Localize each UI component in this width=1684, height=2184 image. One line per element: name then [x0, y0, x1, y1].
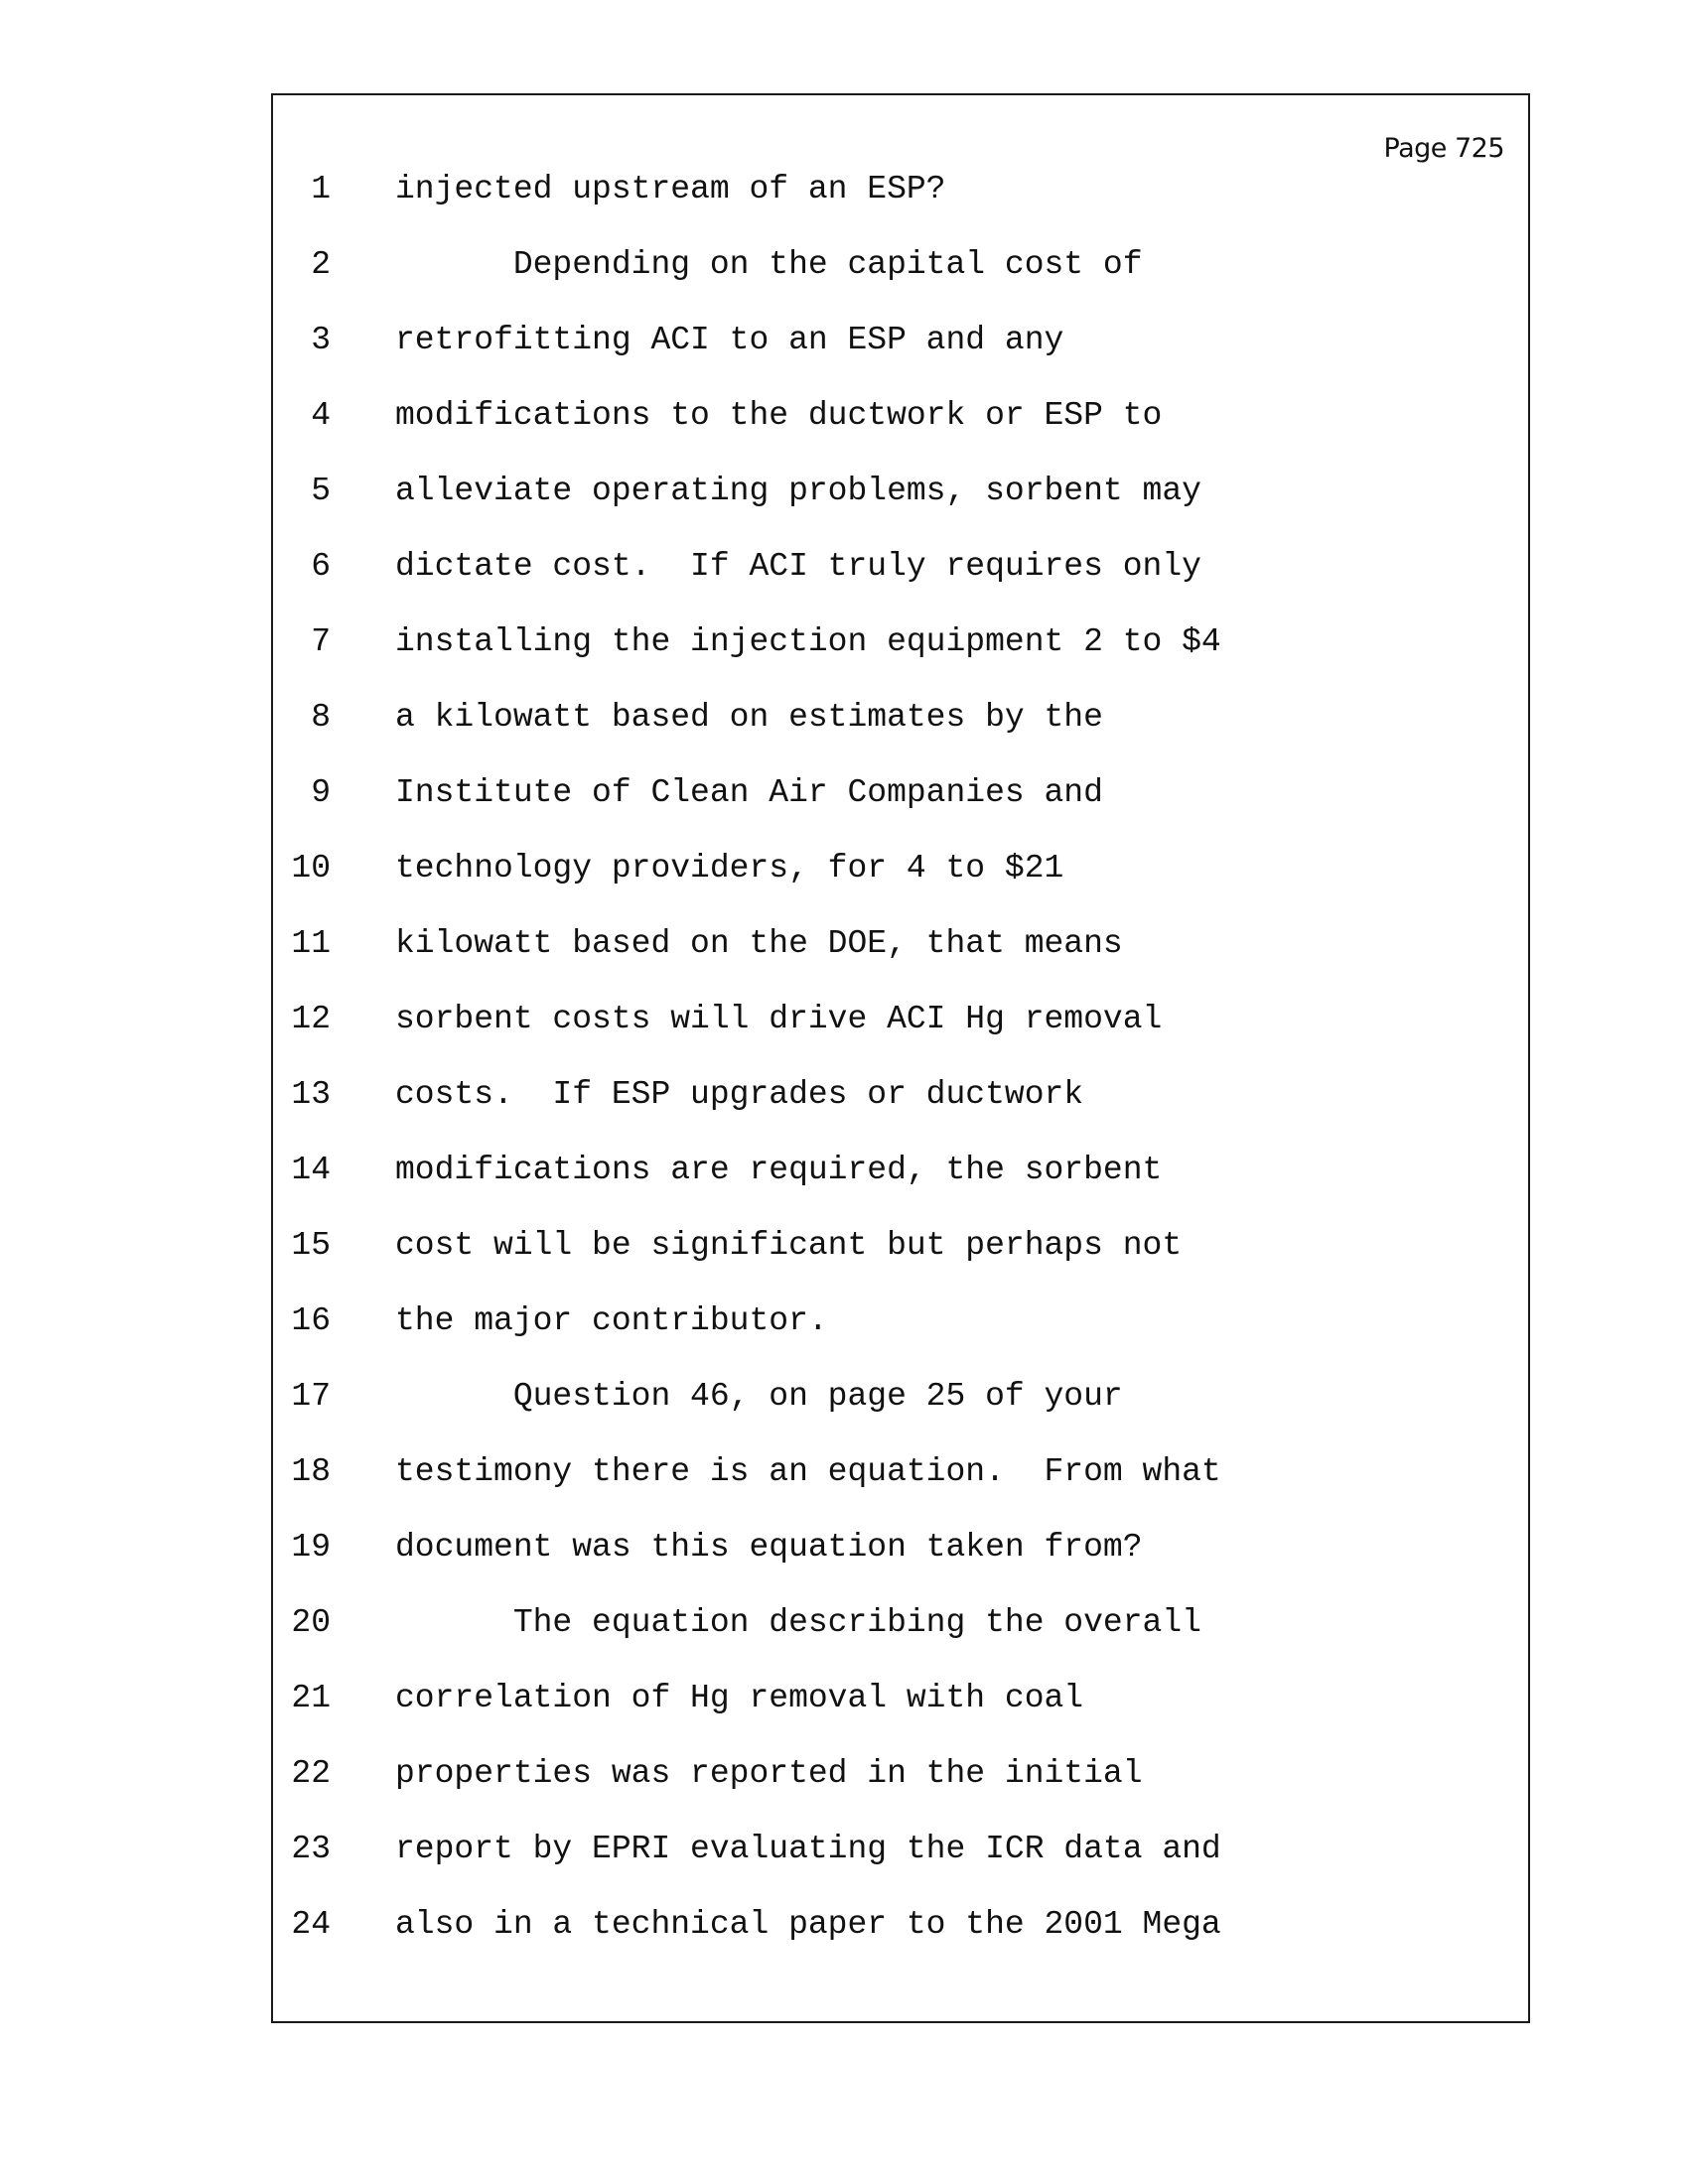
line-number: 5 — [311, 473, 331, 509]
line-number: 20 — [291, 1604, 331, 1641]
transcript-line — [273, 1598, 1532, 1648]
line-number: 6 — [311, 548, 331, 585]
line-number: 19 — [291, 1529, 331, 1566]
line-number: 12 — [291, 1001, 331, 1037]
line-text: alleviate operating problems, sorbent may — [395, 473, 1201, 509]
line-text: modifications to the ductwork or ESP to — [395, 397, 1163, 434]
line-text: The equation describing the overall — [395, 1604, 1201, 1641]
line-text: properties was reported in the initial — [395, 1755, 1143, 1792]
line-text: the major contributor. — [395, 1302, 828, 1339]
line-number: 14 — [291, 1152, 331, 1188]
line-text: kilowatt based on the DOE, that means — [395, 925, 1123, 962]
line-number: 8 — [311, 699, 331, 736]
line-number: 4 — [311, 397, 331, 434]
line-text: correlation of Hg removal with coal — [395, 1680, 1084, 1716]
transcript-line — [273, 693, 1532, 743]
line-number: 16 — [291, 1302, 331, 1339]
line-number: 10 — [291, 850, 331, 887]
transcript-line — [273, 1749, 1532, 1799]
line-text: document was this equation taken from? — [395, 1529, 1143, 1566]
transcript-line — [273, 316, 1532, 365]
transcript-line — [273, 844, 1532, 893]
line-text: installing the injection equipment 2 to $4 — [395, 623, 1221, 660]
transcript-line — [273, 1523, 1532, 1572]
line-number: 13 — [291, 1076, 331, 1113]
line-number: 3 — [311, 322, 331, 358]
line-text: also in a technical paper to the 2001 Mega — [395, 1906, 1221, 1943]
line-number: 9 — [311, 774, 331, 811]
transcript-line — [273, 240, 1532, 290]
transcript-line — [273, 1447, 1532, 1497]
line-text: dictate cost. If ACI truly requires only — [395, 548, 1201, 585]
line-number: 18 — [291, 1453, 331, 1490]
line-text: costs. If ESP upgrades or ductwork — [395, 1076, 1084, 1113]
line-number: 22 — [291, 1755, 331, 1792]
transcript-line — [273, 1297, 1532, 1346]
line-number: 11 — [291, 925, 331, 962]
line-text: retrofitting ACI to an ESP and any — [395, 322, 1064, 358]
transcript-line — [273, 919, 1532, 969]
transcript-line — [273, 1900, 1532, 1950]
transcript-line — [273, 617, 1532, 667]
line-text: injected upstream of an ESP? — [395, 171, 946, 207]
line-number: 23 — [291, 1831, 331, 1867]
line-text: sorbent costs will drive ACI Hg removal — [395, 1001, 1163, 1037]
transcript-line — [273, 995, 1532, 1044]
line-text: a kilowatt based on estimates by the — [395, 699, 1103, 736]
transcript-line — [273, 1146, 1532, 1195]
transcript-line — [273, 391, 1532, 441]
line-text: Question 46, on page 25 of your — [395, 1378, 1123, 1415]
line-number: 1 — [311, 171, 331, 207]
line-number: 2 — [311, 246, 331, 283]
transcript-line — [273, 1372, 1532, 1422]
line-text: technology providers, for 4 to $21 — [395, 850, 1064, 887]
transcript-line — [273, 1221, 1532, 1271]
line-text: cost will be significant but perhaps not — [395, 1227, 1183, 1264]
line-text: Institute of Clean Air Companies and — [395, 774, 1103, 811]
transcript-line — [273, 1070, 1532, 1120]
transcript-line — [273, 768, 1532, 818]
line-text: testimony there is an equation. From what — [395, 1453, 1221, 1490]
transcript-line — [273, 1825, 1532, 1874]
transcript-line — [273, 467, 1532, 516]
line-text: Depending on the capital cost of — [395, 246, 1143, 283]
line-number: 24 — [291, 1906, 331, 1943]
transcript-page — [271, 93, 1530, 2023]
transcript-line — [273, 165, 1532, 214]
transcript-line — [273, 1674, 1532, 1723]
line-text: modifications are required, the sorbent — [395, 1152, 1163, 1188]
line-number: 15 — [291, 1227, 331, 1264]
line-number: 7 — [311, 623, 331, 660]
line-text: report by EPRI evaluating the ICR data and — [395, 1831, 1221, 1867]
line-number: 21 — [291, 1680, 331, 1716]
page-number: Page 725 — [1383, 133, 1504, 164]
transcript-line — [273, 542, 1532, 592]
line-number: 17 — [291, 1378, 331, 1415]
